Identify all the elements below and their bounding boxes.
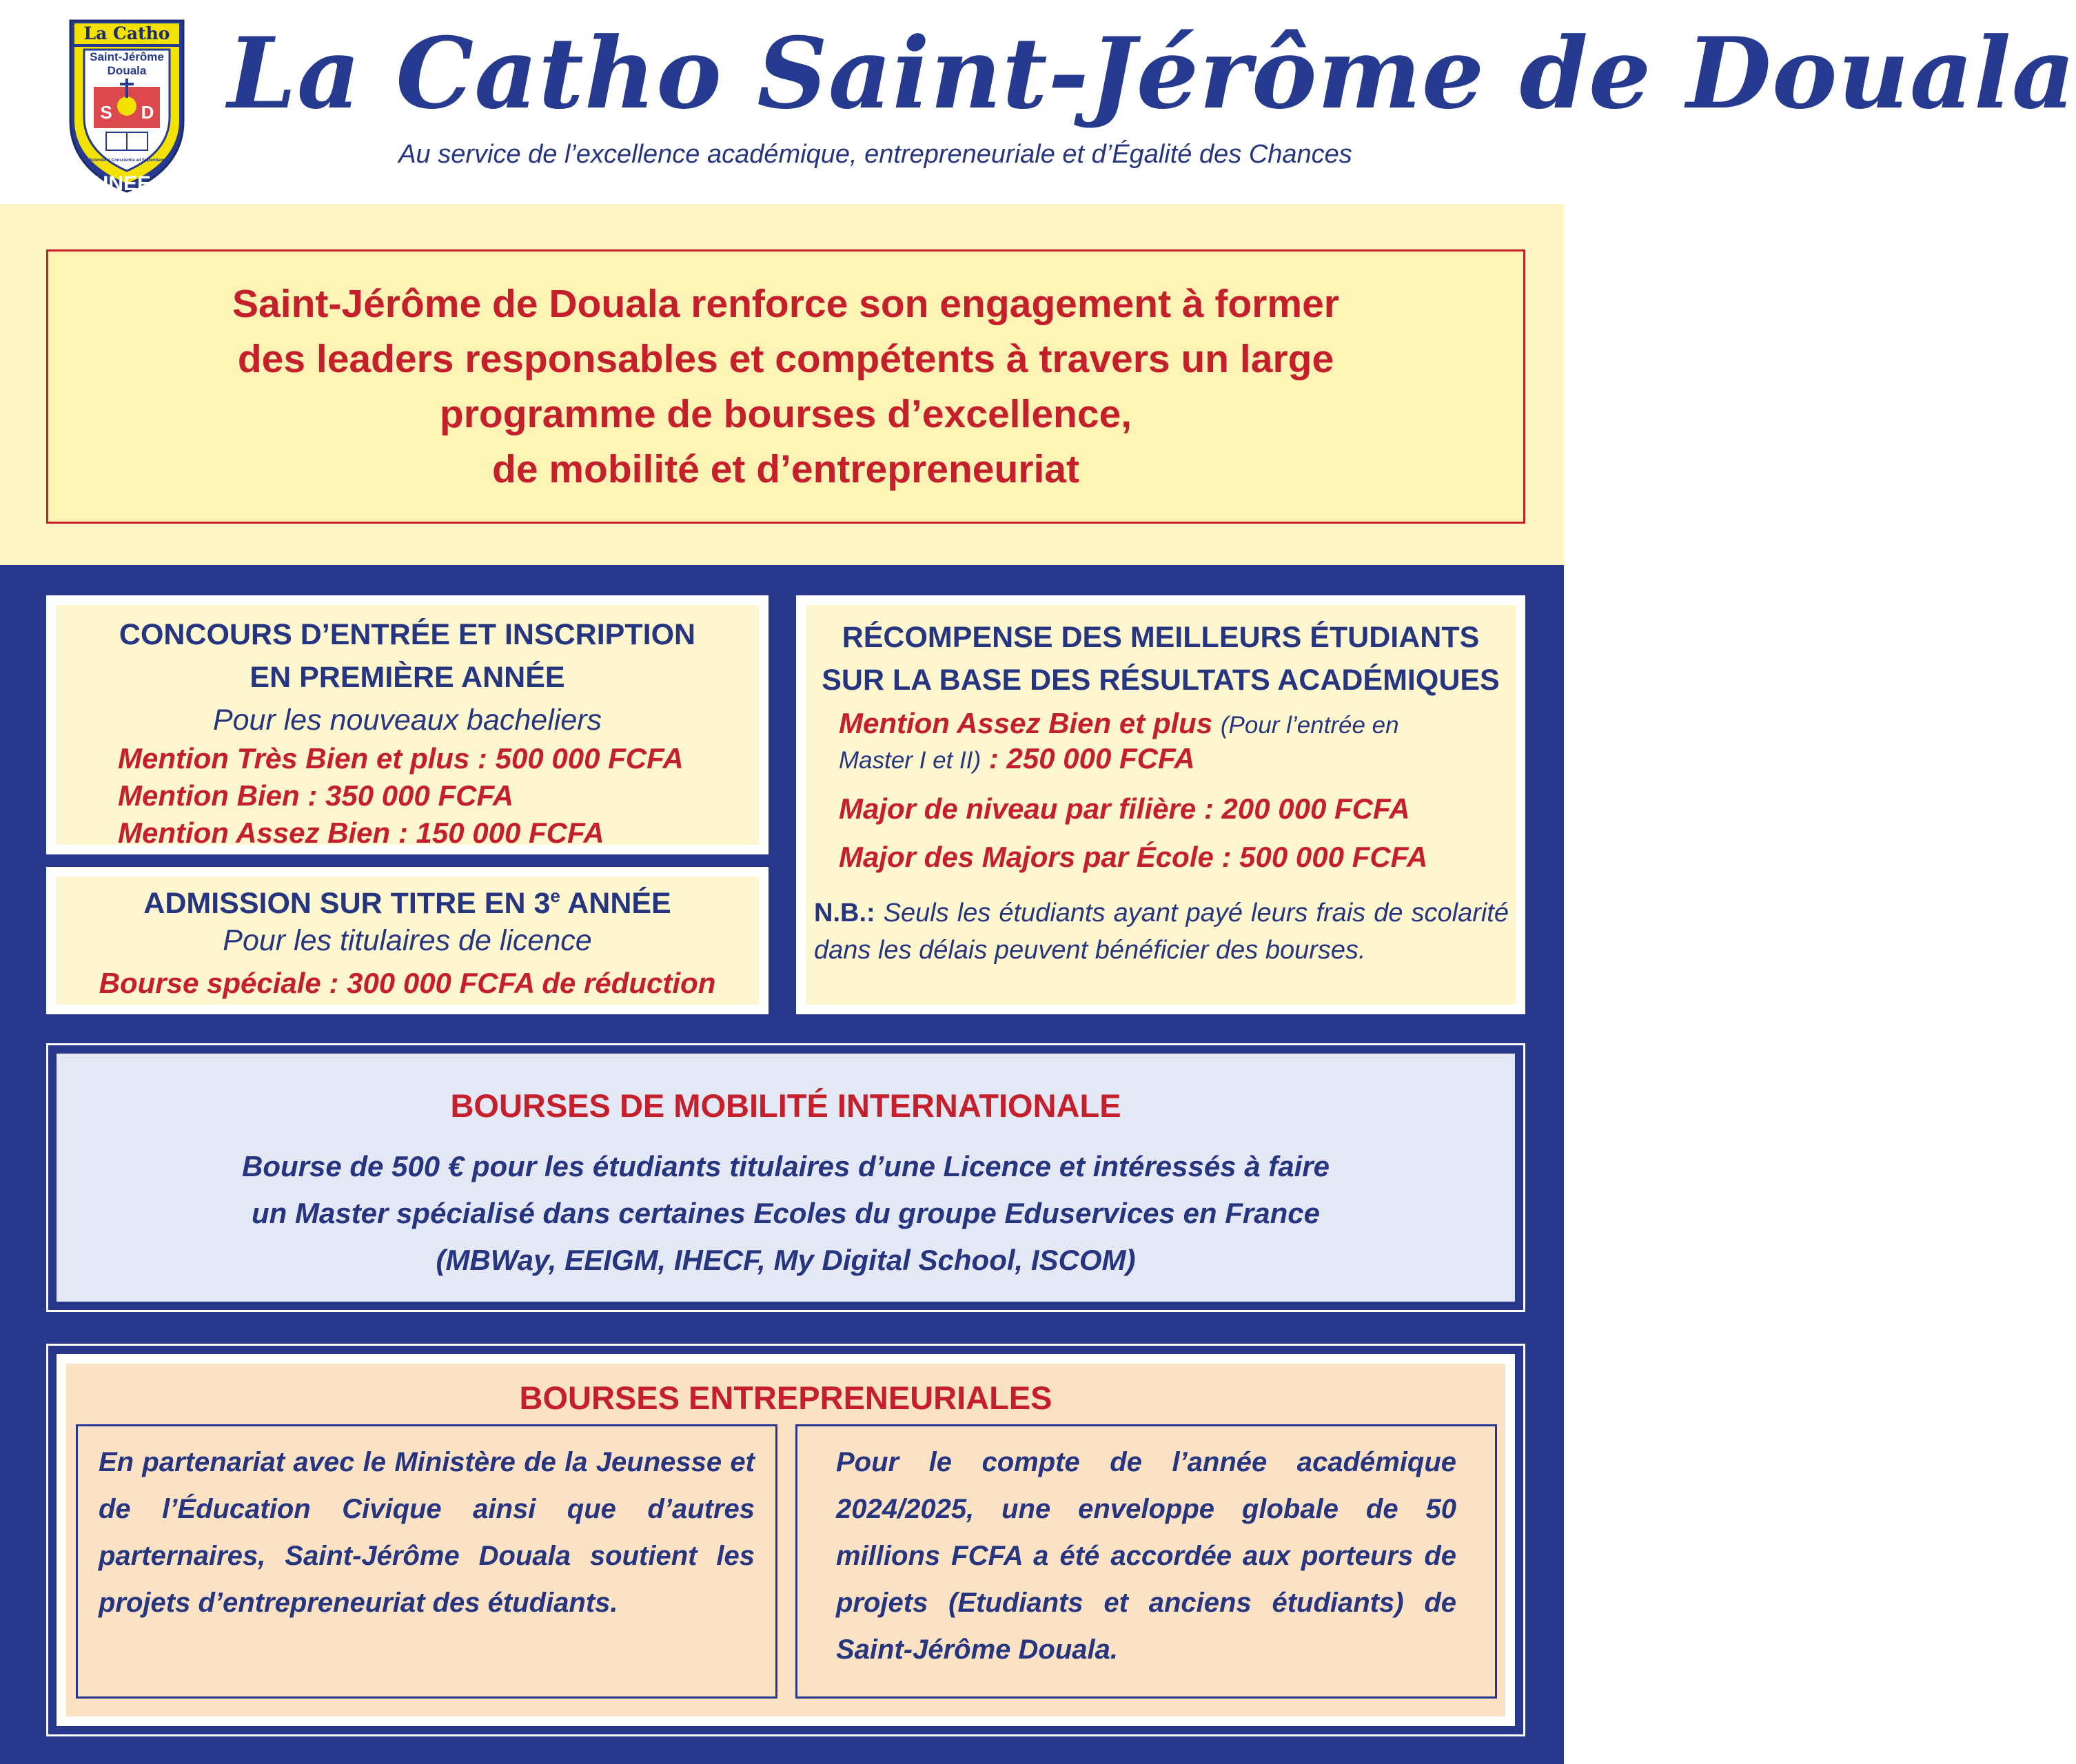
recompense-item1-note-b: Master I et II) (839, 747, 981, 774)
entrepreneuriales-right-text: Pour le compte de l’année académique 2024/2025, une enveloppe globale de 50 millions FCFA a été accordée aux porteurs de projets (Etudiants et anciens étudiants) de Saint-Jérôme Douala. (836, 1447, 1456, 1665)
list-item: Mention Bien : 350 000 FCFA (118, 779, 514, 812)
headline-box (46, 249, 1525, 524)
logo-bottom-label: IUNEEA (88, 172, 166, 195)
list-item (839, 707, 1500, 777)
headline-line: de mobilité et d’entrepreneuriat (492, 447, 1079, 491)
admission-panel (56, 876, 759, 1005)
admission-title-end: ANNÉE (560, 887, 671, 920)
concours-subtitle: Pour les nouveaux bacheliers (212, 704, 602, 737)
entrepreneuriales-panel (66, 1364, 1505, 1716)
recompense-title-line1: RÉCOMPENSE DES MEILLEURS ÉTUDIANTS (842, 621, 1480, 654)
recompense-title (806, 616, 1516, 701)
recompense-list (839, 707, 1500, 889)
logo-name-line2: Douala (107, 64, 147, 77)
concours-panel (56, 605, 759, 849)
page-title: La Catho Saint-Jérôme de Douala (227, 17, 2076, 131)
recompense-note (814, 894, 1509, 969)
mobilite-card (46, 1043, 1525, 1312)
entrepreneuriales-card (46, 1344, 1525, 1736)
logo-initial-right: D (141, 102, 154, 123)
list-item: Mention Assez Bien : 150 000 FCFA (118, 817, 604, 849)
nb-text: Seuls les étudiants ayant payé leurs frais de scolarité dans les délais peuvent bénéficier des bourses. (814, 899, 1509, 965)
recompense-title-line2: SUR LA BASE DES RÉSULTATS ACADÉMIQUES (822, 664, 1500, 697)
recompense-item1-main: Mention Assez Bien et plus (839, 707, 1213, 739)
headline (103, 276, 1468, 497)
school-logo (66, 18, 187, 194)
mobilite-panel (57, 1054, 1515, 1302)
school-crest-icon (66, 18, 187, 194)
concours-card (46, 595, 769, 854)
entrepreneuriales-left-box (76, 1424, 777, 1699)
mobilite-body (57, 1143, 1515, 1284)
admission-title-sup: e (550, 885, 560, 906)
logo-top-label: La Catho (83, 23, 170, 43)
recompense-item1-amount: : 250 000 FCFA (988, 742, 1195, 775)
recompense-card (796, 595, 1525, 1014)
admission-subtitle: Pour les titulaires de licence (223, 924, 592, 957)
nb-label: N.B.: (814, 899, 875, 927)
mobilite-line: un Master spécialisé dans certaines Ecoles du groupe Eduservices en France (252, 1197, 1320, 1229)
mobilite-title: BOURSES DE MOBILITÉ INTERNATIONALE (450, 1087, 1121, 1124)
headline-line: Saint-Jérôme de Douala renforce son engagement à former (232, 282, 1339, 326)
admission-title-text: ADMISSION SUR TITRE EN 3 (143, 887, 551, 920)
concours-title-line1: CONCOURS D’ENTRÉE ET INSCRIPTION (119, 618, 696, 651)
entrepreneuriales-title: BOURSES ENTREPRENEURIALES (519, 1380, 1052, 1416)
page-subtitle: Au service de l’excellence académique, entrepreneuriale et d’Égalité des Chances (398, 140, 1352, 169)
entrepreneuriales-right-box (795, 1424, 1497, 1699)
logo-motto: Scientia et Conscientia ad Sapientiam (89, 158, 165, 163)
entrepreneuriales-frame (57, 1354, 1515, 1726)
logo-initial-left: S (100, 102, 112, 123)
headline-line: programme de bourses d’excellence, (439, 392, 1132, 436)
admission-title (56, 883, 759, 923)
list-item: Major de niveau par filière : 200 000 FCFA (839, 792, 1410, 825)
recompense-panel (806, 605, 1516, 1005)
recompense-item1-note: (Pour l’entrée en (1220, 712, 1399, 739)
mobilite-line: Bourse de 500 € pour les étudiants titulaires d’une Licence et intéressés à faire (242, 1150, 1330, 1182)
mobilite-line: (MBWay, EEIGM, IHECF, My Digital School, ISCOM) (436, 1244, 1136, 1276)
entrepreneuriales-left-text: En partenariat avec le Ministère de la Jeunesse et de l’Éducation Civique ainsi que d’autres parternaires, Saint-Jérôme Douala soutient les projets d’entrepreneuriat des étudiants. (99, 1447, 755, 1618)
list-item: Mention Très Bien et plus : 500 000 FCFA (118, 742, 684, 775)
concours-title-line2: EN PREMIÈRE ANNÉE (250, 661, 565, 694)
admission-bourse: Bourse spéciale : 300 000 FCFA de réduction (99, 967, 716, 999)
concours-list (118, 740, 752, 852)
list-item: Major des Majors par École : 500 000 FCFA (839, 841, 1428, 873)
admission-card (46, 867, 769, 1014)
concours-title (56, 613, 759, 699)
logo-name-line1: Saint-Jérôme (90, 50, 164, 63)
headline-line: des leaders responsables et compétents à travers un large (237, 337, 1334, 381)
